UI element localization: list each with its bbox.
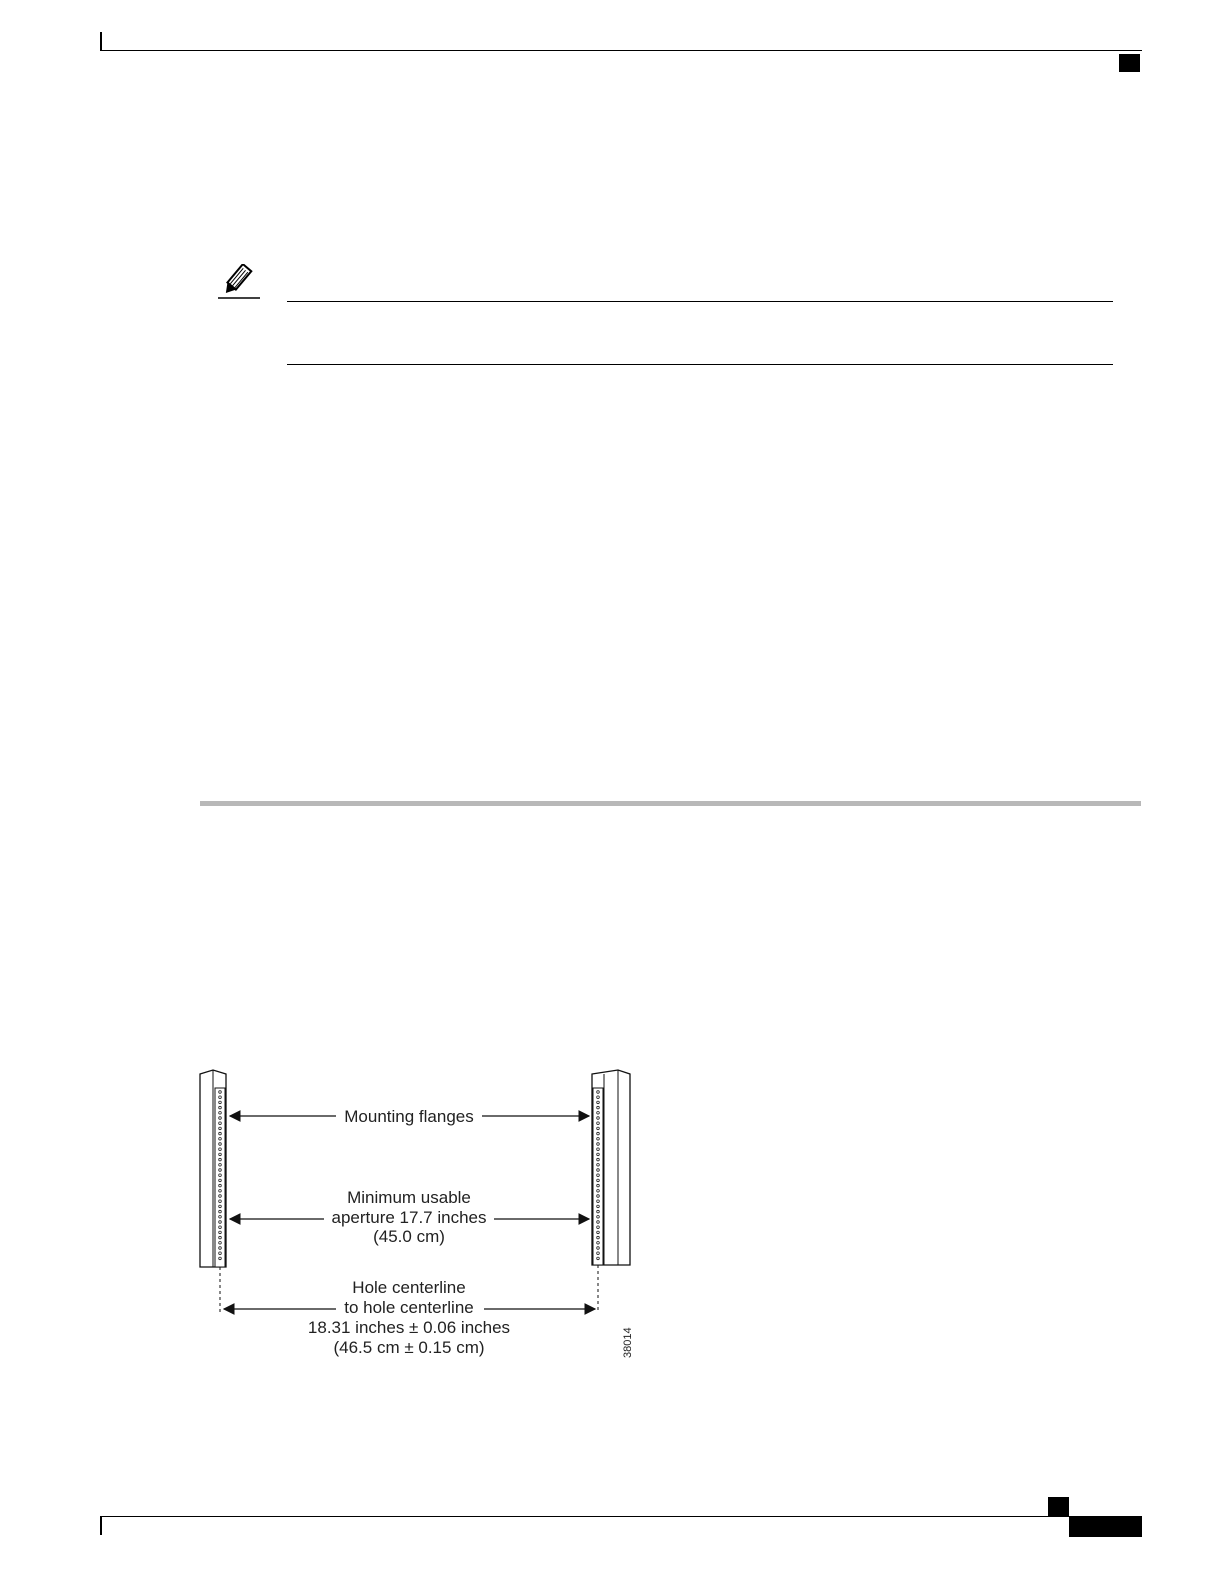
rail-hole	[597, 1148, 600, 1151]
rail-hole	[597, 1091, 600, 1094]
rail-hole	[219, 1174, 222, 1177]
header-tick	[100, 32, 102, 50]
rail-hole	[219, 1096, 222, 1099]
rail-hole	[219, 1242, 222, 1245]
header-rule	[100, 50, 1142, 51]
rail-hole	[219, 1122, 222, 1125]
aperture-label-line3: (45.0 cm)	[373, 1227, 445, 1246]
rail-hole	[597, 1200, 600, 1203]
rail-hole	[219, 1153, 222, 1156]
rail-hole	[597, 1179, 600, 1182]
rail-hole	[219, 1252, 222, 1255]
rail-hole	[597, 1257, 600, 1260]
rail-hole	[219, 1184, 222, 1187]
rail-hole	[597, 1122, 600, 1125]
section-divider	[200, 801, 1141, 806]
rail-hole	[597, 1169, 600, 1172]
aperture-label-line1: Minimum usable	[347, 1188, 471, 1207]
centerline-label-line2: to hole centerline	[344, 1298, 474, 1317]
centerline-label-line1: Hole centerline	[352, 1278, 466, 1297]
centerline-label-line3: 18.31 inches ± 0.06 inches	[307, 1318, 511, 1337]
mounting-flanges-label: Mounting flanges	[344, 1107, 474, 1126]
figure-id: 38014	[622, 1327, 634, 1358]
rail-hole	[597, 1184, 600, 1187]
rail-hole	[219, 1164, 222, 1167]
rail-hole	[219, 1231, 222, 1234]
rail-hole	[219, 1190, 222, 1193]
rail-hole	[597, 1101, 600, 1104]
rail-hole	[597, 1221, 600, 1224]
rail-hole	[597, 1247, 600, 1250]
rail-hole	[597, 1138, 600, 1141]
rail-hole	[219, 1210, 222, 1213]
rail-hole	[219, 1091, 222, 1094]
rail-hole	[597, 1190, 600, 1193]
footer-page-marker	[1048, 1497, 1069, 1516]
aperture-label-line2: aperture 17.7 inches	[331, 1208, 487, 1227]
rail-hole	[597, 1242, 600, 1245]
rail-hole	[219, 1127, 222, 1130]
rail-hole	[597, 1117, 600, 1120]
rail-hole	[219, 1221, 222, 1224]
rail-hole	[219, 1117, 222, 1120]
rail-hole	[597, 1216, 600, 1219]
rail-hole	[597, 1127, 600, 1130]
rail-hole	[219, 1226, 222, 1229]
rail-hole	[219, 1106, 222, 1109]
rail-hole	[219, 1112, 222, 1115]
left-rack-rail	[200, 1070, 226, 1267]
rail-hole	[597, 1236, 600, 1239]
footer-tick	[100, 1517, 102, 1535]
footer-rule	[100, 1516, 1142, 1517]
note-rule-top	[287, 301, 1113, 302]
rail-hole	[219, 1247, 222, 1250]
rail-hole	[219, 1195, 222, 1198]
pencil-note-icon	[216, 264, 262, 304]
rail-hole	[219, 1158, 222, 1161]
rail-hole	[219, 1179, 222, 1182]
rail-hole	[219, 1200, 222, 1203]
header-page-marker	[1119, 54, 1140, 72]
rail-hole	[597, 1132, 600, 1135]
footer-page-tab	[1069, 1517, 1142, 1537]
centerline-label-line4: (46.5 cm ± 0.15 cm)	[333, 1338, 485, 1357]
rail-hole	[597, 1195, 600, 1198]
rail-hole	[219, 1216, 222, 1219]
rail-hole	[219, 1132, 222, 1135]
rail-hole	[219, 1138, 222, 1141]
rail-hole	[219, 1169, 222, 1172]
rail-hole	[597, 1143, 600, 1146]
rail-hole	[219, 1236, 222, 1239]
rail-hole	[597, 1231, 600, 1234]
rail-hole	[597, 1106, 600, 1109]
rail-hole	[219, 1205, 222, 1208]
rail-hole	[597, 1252, 600, 1255]
note-rule-bottom	[287, 364, 1113, 365]
rail-hole	[597, 1158, 600, 1161]
rail-hole	[219, 1143, 222, 1146]
rail-hole	[597, 1226, 600, 1229]
rail-hole	[597, 1205, 600, 1208]
rail-hole	[597, 1164, 600, 1167]
rail-hole	[219, 1101, 222, 1104]
rack-dimensions-figure	[190, 1060, 640, 1370]
rail-hole	[597, 1112, 600, 1115]
right-rack-rail	[592, 1070, 630, 1265]
rail-hole	[597, 1174, 600, 1177]
rail-hole	[219, 1257, 222, 1260]
rail-hole	[597, 1153, 600, 1156]
rail-hole	[597, 1210, 600, 1213]
rail-hole	[219, 1148, 222, 1151]
rail-hole	[597, 1096, 600, 1099]
